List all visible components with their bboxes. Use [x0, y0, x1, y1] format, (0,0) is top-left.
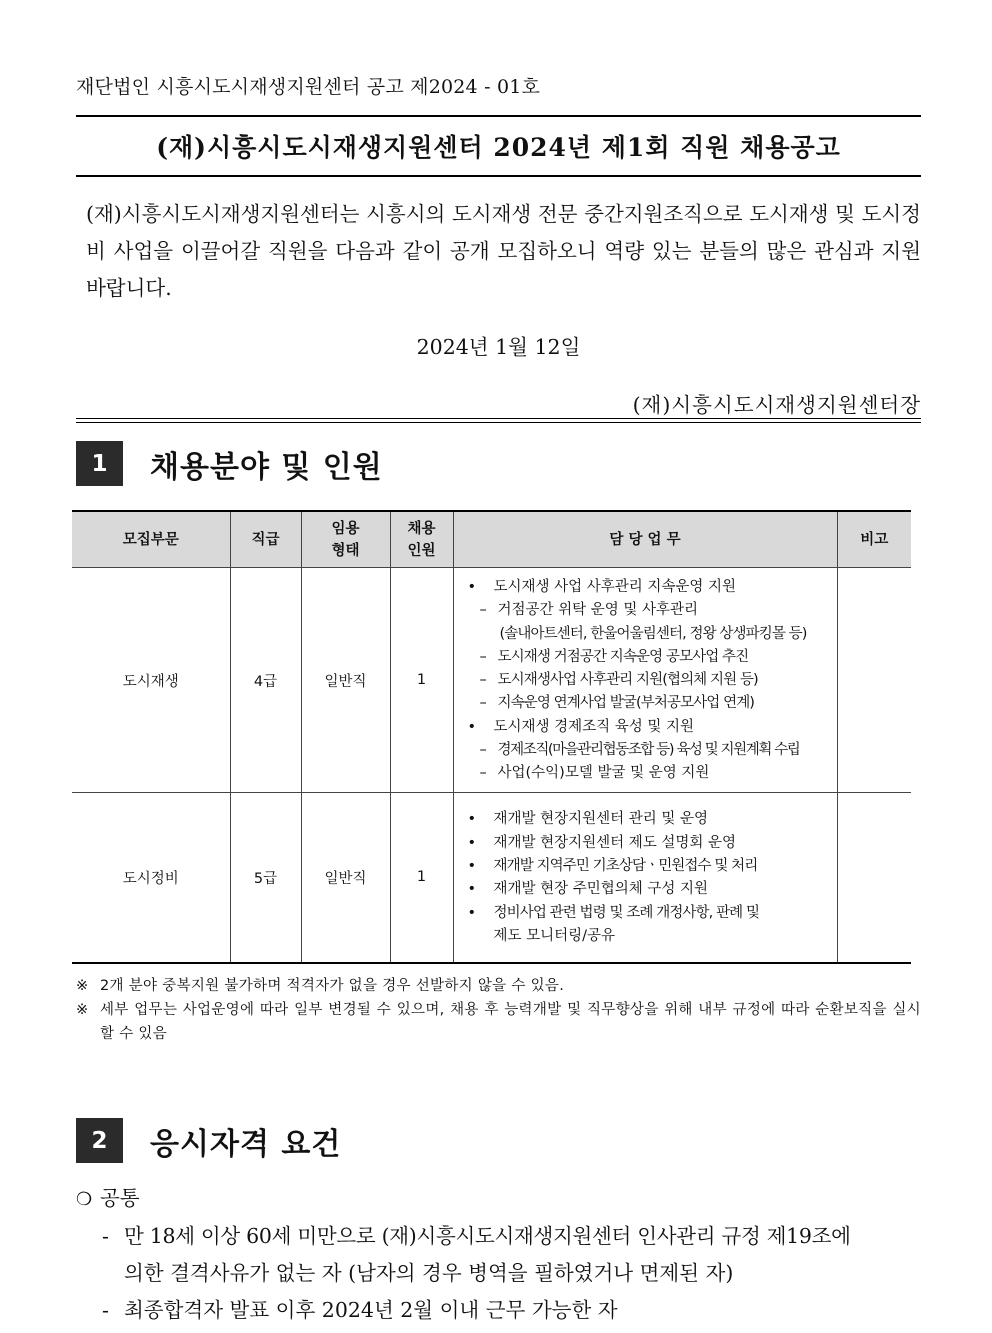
- header-dept: 모집부문: [72, 511, 230, 568]
- header-remarks: 비고: [837, 511, 911, 568]
- duty-item: • 재개발 지역주민 기초상담ㆍ민원접수 및 처리: [467, 857, 758, 874]
- section-1-number: 1: [76, 441, 123, 486]
- qualification-text: 만 18세 이상 60세 미만으로 (재)시흥시도시재생지원센터 인사관리 규정 제19조에: [124, 1224, 851, 1248]
- cell-duties: [453, 568, 837, 793]
- qualification-list: [76, 1180, 921, 1329]
- title-rule-top: [76, 115, 921, 117]
- duty-item: • 도시재생 경제조직 육성 및 지원: [467, 718, 695, 735]
- header-employment-type: [301, 511, 390, 568]
- header-count-line2: 인원: [407, 542, 436, 559]
- duty-item: 제도 모니터링/공유: [493, 927, 616, 944]
- title-rule-bottom: [76, 175, 921, 177]
- note-text: 2개 분야 중복지원 불가하며 적격자가 없을 경우 선발하지 않을 수 있음.: [100, 978, 565, 994]
- cell-type: 일반직: [301, 568, 390, 793]
- signer: (재)시흥시도시재생지원센터장: [632, 393, 921, 417]
- notice-date: 2024년 1월 12일: [416, 335, 581, 359]
- cell-grade: 4급: [230, 568, 301, 793]
- section-1-heading: [76, 441, 383, 486]
- duty-item: • 재개발 현장 주민협의체 구성 지원: [467, 881, 709, 898]
- cell-dept: 도시재생: [72, 568, 230, 793]
- duty-item: – 도시재생 거점공간 지속운영 공모사업 추진: [479, 648, 749, 665]
- document-title: (재)시흥시도시재생지원센터 2024년 제1회 직원 채용공고: [156, 133, 841, 162]
- qualification-text: 최종합격자 발표 이후 2024년 2월 이내 근무 가능한 자: [124, 1298, 618, 1322]
- note-text: 세부 업무는 사업운영에 따라 일부 변경될 수 있으며, 채용 후 능력개발 및 직무향상을 위해 내부 규정에 따라 순환보직을 실시할 수 있음: [100, 1002, 921, 1042]
- dash-marker: -: [102, 1298, 109, 1322]
- section-2-heading: [76, 1118, 341, 1163]
- header-type-line1: 임용: [331, 520, 360, 537]
- duty-item: – 경제조직(마을관리협동조합 등) 육성 및 지원계획 수립: [479, 742, 800, 759]
- duty-item: – 거점공간 위탁 운영 및 사후관리: [479, 602, 699, 619]
- note-item: [76, 998, 921, 1046]
- cell-remarks: [837, 568, 911, 793]
- note-mark: ※: [76, 1002, 89, 1018]
- recruitment-table: [72, 510, 911, 964]
- cell-type: 일반직: [301, 793, 390, 963]
- duty-item: • 정비사업 관련 법령 및 조례 개정사항, 판례 및: [467, 904, 760, 921]
- intro-paragraph: (재)시흥시도시재생지원센터는 시흥시의 도시재생 전문 중간지원조직으로 도시재생 및 도시정비 사업을 이끌어갈 직원을 다음과 같이 공개 모집하오니 역량 있는 분들의 많은 관심과 지원 바랍니다.: [86, 202, 921, 300]
- duty-item: • 재개발 현장지원센터 제도 설명회 운영: [467, 834, 737, 851]
- duty-item: – 사업(수익)모델 발굴 및 운영 지원: [479, 765, 710, 782]
- cell-remarks: [837, 793, 911, 963]
- cell-duties: [453, 793, 837, 963]
- table-header-row: [72, 511, 911, 568]
- header-count-line1: 채용: [407, 520, 436, 537]
- section-1-title: 채용분야 및 인원: [150, 449, 383, 485]
- circle-bullet-icon: ❍: [76, 1189, 93, 1210]
- table-notes: [76, 974, 921, 1046]
- header-type-line2: 형태: [331, 542, 360, 559]
- table-row: [72, 568, 911, 793]
- signer-double-rule: [76, 418, 921, 423]
- header-duties: 담 당 업 무: [453, 511, 837, 568]
- cell-grade: 5급: [230, 793, 301, 963]
- qualification-item: [76, 1218, 921, 1255]
- note-mark: ※: [76, 978, 89, 994]
- header-grade: 직급: [230, 511, 301, 568]
- cell-count: 1: [390, 568, 453, 793]
- cell-count: 1: [390, 793, 453, 963]
- header-headcount: [390, 511, 453, 568]
- section-2-number: 2: [76, 1118, 123, 1163]
- table-row: [72, 793, 911, 963]
- note-item: [76, 974, 921, 998]
- duty-item: • 도시재생 사업 사후관리 지속운영 지원: [467, 579, 737, 595]
- section-2-title: 응시자격 요건: [150, 1126, 342, 1162]
- duty-item: – 도시재생사업 사후관리 지원(협의체 지원 등): [479, 672, 758, 689]
- duty-item: • 재개발 현장지원센터 관리 및 운영: [467, 811, 709, 828]
- qualification-group-label: 공통: [100, 1186, 140, 1210]
- notice-number: 재단법인 시흥시도시재생지원센터 공고 제2024 - 01호: [76, 76, 541, 98]
- cell-dept: 도시정비: [72, 793, 230, 963]
- qualification-continuation: 의한 결격사유가 없는 자 (남자의 경우 병역을 필하였거나 면제된 자): [124, 1261, 734, 1285]
- dash-marker: -: [102, 1224, 109, 1248]
- qualification-item: [76, 1292, 921, 1329]
- duty-item: – 지속운영 연계사업 발굴(부처공모사업 연계): [479, 695, 755, 712]
- qualification-group: [76, 1180, 921, 1218]
- duty-item: (솔내아트센터, 한울어울림센터, 정왕 상생파킹몰 등): [499, 625, 807, 642]
